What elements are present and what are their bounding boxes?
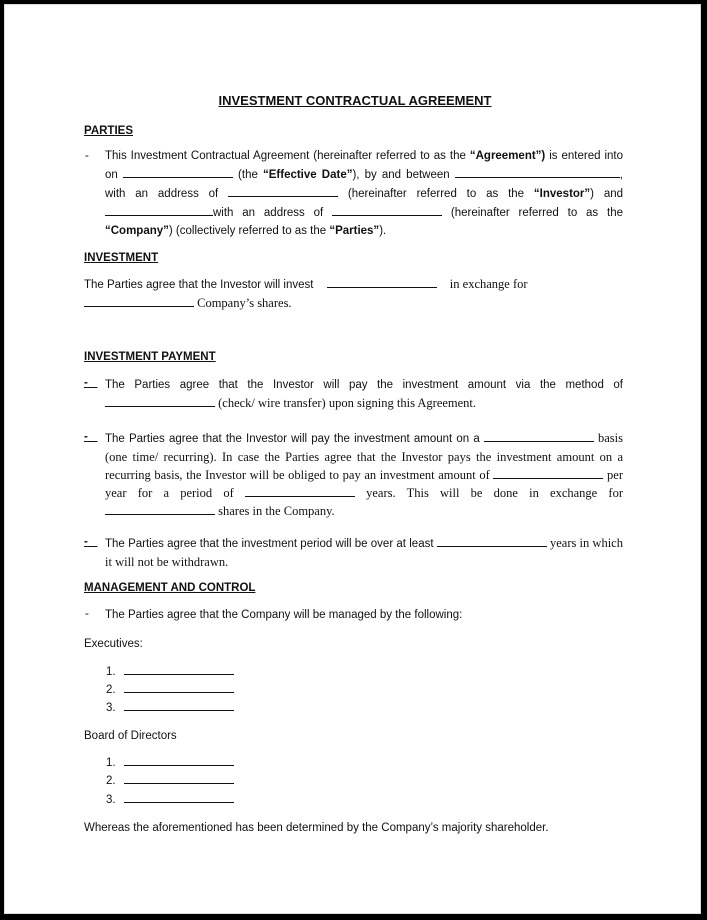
board-item-1: 1. <box>106 755 234 769</box>
heading-investment: INVESTMENT <box>84 252 159 264</box>
bullet-dash: - <box>85 150 89 162</box>
investment-paragraph: The Parties agree that the Investor will invest in exchange for Company’s shares. <box>84 277 528 310</box>
bullet-dash: - <box>84 536 88 548</box>
executive-item-2: 2. <box>106 682 234 696</box>
board-item-3: 3. <box>106 792 234 806</box>
bullet-dash: - <box>85 608 89 620</box>
executive-item-1: 1. <box>106 664 234 678</box>
board-label: Board of Directors <box>84 730 177 742</box>
closing-statement: Whereas the aforementioned has been determined by the Company’s majority shareholder. <box>84 822 549 834</box>
payment-paragraph-3: The Parties agree that the investment period will be over at least years in which it will not be withdrawn. <box>105 536 623 569</box>
executive-item-3: 3. <box>106 700 234 714</box>
heading-management-control: MANAGEMENT AND CONTROL <box>84 582 256 594</box>
bullet-dash: - <box>84 431 88 443</box>
heading-parties: PARTIES <box>84 125 133 137</box>
board-item-2: 2. <box>106 773 234 787</box>
payment-paragraph-1: The Parties agree that the Investor will pay the investment amount via the method of (check/ wire transfer) upon signing this Agreement. <box>105 379 623 410</box>
document-page <box>4 4 701 914</box>
management-bullet-text: The Parties agree that the Company will be managed by the following: <box>105 609 463 621</box>
heading-investment-payment: INVESTMENT PAYMENT <box>84 351 216 363</box>
executives-label: Executives: <box>84 638 143 650</box>
document-title: INVESTMENT CONTRACTUAL AGREEMENT <box>218 93 492 108</box>
parties-paragraph: This Investment Contractual Agreement (hereinafter referred to as the “Agreement”) is entered into on (the “Effective Date”), by and between , with an address of (hereinafter referred to as the “Investor”) and with an address of (hereinafter referred to as the “Company”) (collectively referred to as the “Parties”). <box>105 150 624 237</box>
bullet-dash: - <box>84 377 88 389</box>
payment-paragraph-2: The Parties agree that the Investor will pay the investment amount on a basis (one time/ recurring). In case the Parties agree that the Investor pays the investment amount on a recurring basis, the Investor will be obliged to pay an investment amount of per year for a period of years. This will be done in exchange for shares in the Company. <box>105 431 623 518</box>
